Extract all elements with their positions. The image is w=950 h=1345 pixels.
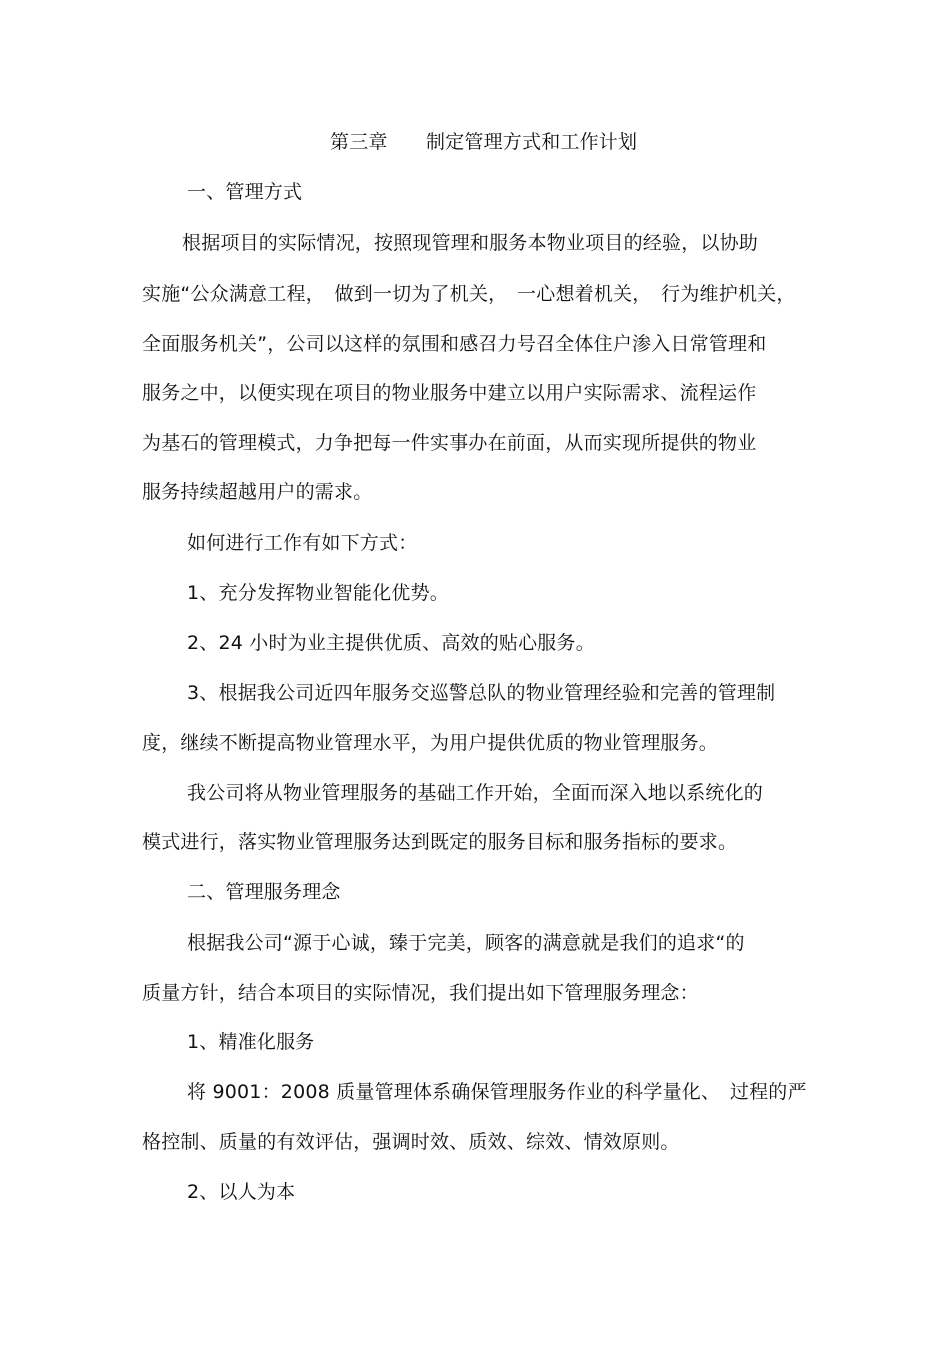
- list-item: 3、根据我公司近四年服务交巡警总队的物业管理经验和完善的管理制: [187, 682, 776, 704]
- list-item: 1、充分发挥物业智能化优势。: [187, 582, 449, 604]
- paragraph-line: 我公司将从物业管理服务的基础工作开始，全面而深入地以系统化的: [187, 782, 764, 804]
- list-item: 2、以人为本: [187, 1181, 296, 1203]
- list-item: 1、精准化服务: [187, 1031, 315, 1053]
- paragraph-line: 服务持续超越用户的需求。: [142, 481, 373, 503]
- paragraph-line: 服务之中，以便实现在项目的物业服务中建立以用户实际需求、流程运作: [142, 382, 757, 404]
- paragraph-line: 为基石的管理模式，力争把每一件实事办在前面，从而实现所提供的物业: [142, 432, 757, 454]
- paragraph-line: 质量方针，结合本项目的实际情况，我们提出如下管理服务理念：: [142, 982, 699, 1004]
- paragraph-line: 根据我公司“源于心诚，臻于完美，顾客的满意就是我们的追求“的: [187, 932, 745, 954]
- paragraph-line: 度，继续不断提高物业管理水平，为用户提供优质的物业管理服务。: [142, 732, 719, 754]
- paragraph-line: 模式进行，落实物业管理服务达到既定的服务目标和服务指标的要求。: [142, 831, 738, 853]
- section-heading-management-method: 一、管理方式: [187, 181, 303, 203]
- paragraph-line: 实施“公众满意工程， 做到一切为了机关， 一心想着机关， 行为维护机关，: [142, 283, 796, 305]
- paragraph-line: 全面服务机关”，公司以这样的氛围和感召力号召全体住户渗入日常管理和: [142, 333, 767, 355]
- paragraph-line: 如何进行工作有如下方式：: [187, 532, 418, 554]
- paragraph-line: 将 9001：2008 质量管理体系确保管理服务作业的科学量化、 过程的严: [187, 1081, 807, 1103]
- paragraph-line: 根据项目的实际情况，按照现管理和服务本物业项目的经验，以协助: [182, 232, 759, 254]
- list-item: 2、24 小时为业主提供优质、高效的贴心服务。: [187, 632, 595, 654]
- paragraph-line: 格控制、质量的有效评估，强调时效、质效、综效、情效原则。: [142, 1131, 680, 1153]
- section-heading-service-philosophy: 二、管理服务理念: [187, 881, 341, 903]
- chapter-title: 第三章 制定管理方式和工作计划: [330, 131, 638, 153]
